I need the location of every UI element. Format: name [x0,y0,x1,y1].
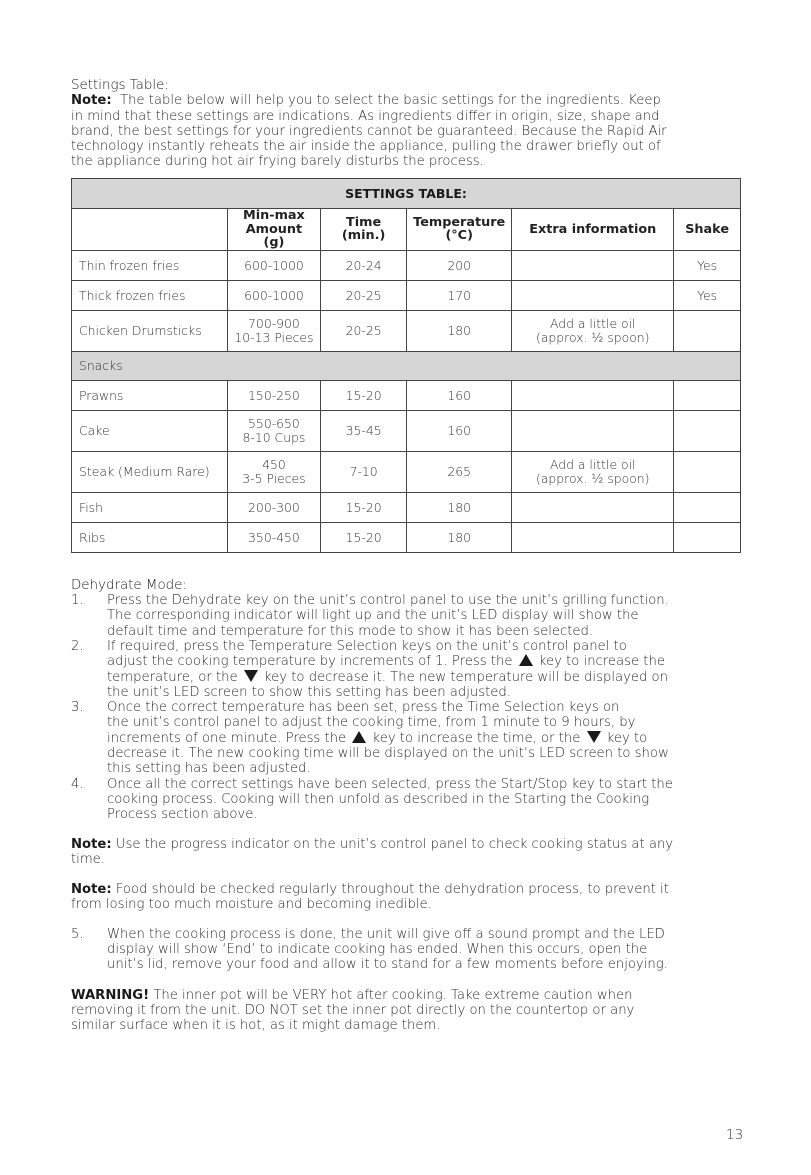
cell-amount: 700-900 10-13 Pieces [227,310,320,351]
cell-temperature: 160 [407,380,512,410]
warning-cont: similar surface when it is hot, as it might damage them. [71,1018,441,1034]
table-title: SETTINGS TABLE: [72,178,741,208]
cell-temperature: 180 [407,492,512,522]
triangle-up-icon [519,654,533,666]
table-row [72,451,741,492]
cell-extra [512,380,674,410]
cell-amount: 600-1000 [227,280,320,310]
cell-shake [674,380,741,410]
note-dehydration: Note: Food should be checked regularly throughout the dehydration process, to prevent it [71,882,669,898]
cell-shake [674,492,741,522]
header-extra: Extra information [512,208,674,250]
table-row [72,380,741,410]
cell-shake [674,522,741,552]
table-row [72,280,741,310]
cell-time: 20-25 [321,310,407,351]
header-amount: Min-max Amount (g) [227,208,320,250]
cell-name: Fish [72,492,228,522]
cell-extra: Add a little oil (approx. ½ spoon) [512,451,674,492]
cell-extra: Add a little oil (approx. ½ spoon) [512,310,674,351]
triangle-down-icon [587,731,601,743]
cell-amount: 600-1000 [227,250,320,280]
dehydrate-heading: Dehydrate Mode: [71,577,187,593]
dehydrate-steps [71,593,741,822]
cell-extra [512,522,674,552]
note-progress-cont: time. [71,851,105,867]
settings-table [71,178,741,553]
cell-amount: 350-450 [227,522,320,552]
cell-temperature: 265 [407,451,512,492]
intro-line: Note: The table below will help you to select the basic settings for the ingredients. Keep [71,93,661,109]
intro-line: the appliance during hot air frying barely disturbs the process. [71,154,484,170]
triangle-down-icon [244,670,258,682]
cell-time: 35-45 [321,410,407,451]
intro-line: brand, the best settings for your ingredients cannot be guaranteed. Because the Rapid Air [71,123,667,139]
table-row [72,410,741,451]
warning: WARNING! The inner pot will be VERY hot after cooking. Take extreme caution when [71,987,633,1003]
section-row-snacks [72,351,741,380]
cell-shake [674,310,741,351]
cell-temperature: 180 [407,522,512,552]
step-2: 2. If required, press the Temperature Selection keys on the unit’s control panel to adjust the cooking temperature by increments of 1. Press the key to increase the temperature, or the key to decrease it. The new temperature will be displayed on the unit’s LED screen to show this setting has been adjusted. [71,638,668,700]
cell-extra [512,250,674,280]
cell-amount: 450 3-5 Pieces [227,451,320,492]
cell-extra [512,492,674,522]
table-row [72,492,741,522]
settings-heading: Settings Table: [71,78,169,93]
triangle-up-icon [352,731,366,743]
table-header-row [72,208,741,250]
cell-temperature: 170 [407,280,512,310]
cell-time: 15-20 [321,380,407,410]
cell-time: 7-10 [321,451,407,492]
intro-line: technology instantly reheats the air inside the appliance, pulling the drawer briefly out of [71,139,661,155]
section-label: Snacks [72,351,741,380]
header-shake: Shake [674,208,741,250]
cell-time: 20-24 [321,250,407,280]
cell-shake [674,410,741,451]
page-number: 13 [726,1127,744,1143]
step-5: 5. When the cooking process is done, the unit will give off a sound prompt and the LED display will show ‘End’ to indicate cooking has ended. When this occurs, open the unit’s lid, remove your food and allow it to stand for a few moments before enjoying. [71,926,668,973]
page-content [71,78,741,1034]
cell-name: Thin frozen fries [72,250,228,280]
cell-time: 15-20 [321,522,407,552]
cell-name: Ribs [72,522,228,552]
cell-extra [512,410,674,451]
cell-extra [512,280,674,310]
cell-name: Chicken Drumsticks [72,310,228,351]
cell-shake [674,451,741,492]
cell-amount: 200-300 [227,492,320,522]
cell-amount: 550-650 8-10 Cups [227,410,320,451]
header-temperature: Temperature (°C) [407,208,512,250]
cell-shake: Yes [674,250,741,280]
step-3: 3. Once the correct temperature has been set, press the Time Selection keys on the unit’s control panel to adjust the cooking time, from 1 minute to 9 hours, by increments of one minute. Press the key to increase the time, or the key to decrease it. The new cooking time will be displayed on the unit’s LED screen to show this setting has been adjusted. [71,700,669,777]
header-time: Time (min.) [321,208,407,250]
note-progress: Note: Use the progress indicator on the unit’s control panel to check cooking status at any [71,836,674,852]
intro-line: in mind that these settings are indications. As ingredients differ in origin, size, shape and [71,108,660,124]
note-label: Note: [71,93,112,109]
cell-temperature: 200 [407,250,512,280]
cell-name: Thick frozen fries [72,280,228,310]
cell-name: Cake [72,410,228,451]
step-4: 4. Once all the correct settings have been selected, press the Start/Stop key to start the cooking process. Cooking will then unfold as described in the Starting the Cooking Process section above. [71,776,673,823]
cell-time: 15-20 [321,492,407,522]
table-title-row [72,178,741,208]
table-row [72,522,741,552]
cell-name: Steak (Medium Rare) [72,451,228,492]
warning-cont: removing it from the unit. DO NOT set the inner pot directly on the countertop or any [71,1002,635,1018]
cell-temperature: 160 [407,410,512,451]
cell-shake: Yes [674,280,741,310]
table-row [72,310,741,351]
header-empty [72,208,228,250]
step-1: 1. Press the Dehydrate key on the unit’s control panel to use the unit’s grilling function. The corresponding indicator will light up and the unit’s LED display will show the default time and temperature for this mode to show it has been selected. [71,593,669,639]
cell-name: Prawns [72,380,228,410]
table-row [72,250,741,280]
note-dehydration-cont: from losing too much moisture and becoming inedible. [71,897,432,913]
cell-time: 20-25 [321,280,407,310]
cell-amount: 150-250 [227,380,320,410]
cell-temperature: 180 [407,310,512,351]
